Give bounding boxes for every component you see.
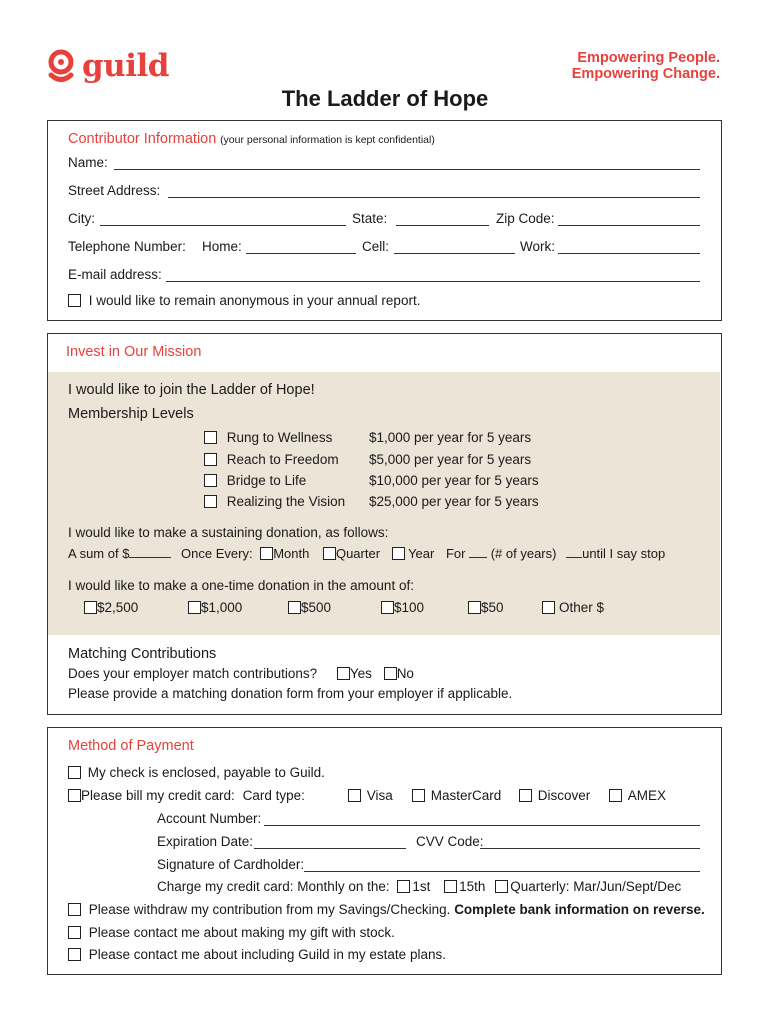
level-amount: $25,000 per year for 5 years: [369, 494, 539, 509]
matching-note: Please provide a matching donation form from your employer if applicable.: [68, 686, 513, 701]
amount-label: $1,000: [201, 600, 243, 615]
charge-row: [157, 879, 681, 894]
matching-no-label: No: [396, 666, 414, 681]
level-checkbox[interactable]: [204, 474, 217, 487]
signature-field[interactable]: [304, 871, 700, 872]
guild-logo: [46, 48, 169, 84]
visa-checkbox[interactable]: [348, 789, 361, 802]
amount-checkbox[interactable]: [468, 601, 481, 614]
payment-section: [47, 727, 722, 975]
sum-field[interactable]: [129, 557, 171, 558]
withdraw-bold-note: Complete bank information on reverse.: [454, 902, 705, 917]
level-checkbox[interactable]: [204, 431, 217, 444]
level-option[interactable]: [204, 473, 306, 488]
cell-phone-field[interactable]: [394, 253, 515, 254]
first-checkbox[interactable]: [397, 880, 410, 893]
matching-no-checkbox[interactable]: [384, 667, 397, 680]
home-phone-field[interactable]: [246, 253, 356, 254]
bill-card-label: Please bill my credit card:: [81, 788, 235, 803]
estate-checkbox[interactable]: [68, 948, 81, 961]
withdraw-label: Please withdraw my contribution from my Savings/Checking.: [88, 902, 451, 917]
visa-label: Visa: [366, 788, 393, 803]
sustaining-heading: I would like to make a sustaining donation, as follows:: [68, 525, 389, 540]
amount-label: $50: [481, 600, 504, 615]
amount-label: $100: [394, 600, 425, 615]
level-name: Reach to Freedom: [226, 452, 339, 467]
onetime-heading: I would like to make a one-time donation in the amount of:: [68, 578, 414, 593]
work-phone-field[interactable]: [558, 253, 700, 254]
sustaining-row: [68, 546, 665, 561]
level-name: Rung to Wellness: [226, 430, 333, 445]
cvv-label: CVV Code:: [416, 834, 484, 849]
amount-option[interactable]: [381, 600, 424, 615]
level-option[interactable]: [204, 452, 339, 467]
matching-yes-checkbox[interactable]: [337, 667, 350, 680]
amount-checkbox[interactable]: [188, 601, 201, 614]
mastercard-checkbox[interactable]: [412, 789, 425, 802]
until-field[interactable]: [566, 557, 582, 558]
estate-option[interactable]: [68, 947, 446, 962]
tagline-line-1: Empowering People.: [577, 50, 720, 66]
amount-option[interactable]: [288, 600, 331, 615]
email-field[interactable]: [166, 281, 700, 282]
discover-checkbox[interactable]: [519, 789, 532, 802]
card-type-mastercard[interactable]: [412, 788, 501, 803]
card-type-discover[interactable]: [519, 788, 590, 803]
amount-label: $500: [301, 600, 332, 615]
matching-heading: Matching Contributions: [68, 646, 217, 662]
until-label: until I say stop: [582, 546, 666, 561]
check-option[interactable]: [68, 765, 325, 780]
fifteenth-label: 15th: [459, 879, 486, 894]
cell-label: Cell:: [362, 239, 390, 254]
month-label: Month: [273, 546, 310, 561]
level-option[interactable]: [204, 494, 345, 509]
matching-question-row: [68, 666, 414, 681]
quarterly-checkbox[interactable]: [495, 880, 508, 893]
amount-option[interactable]: [84, 600, 138, 615]
card-type-label: Card type:: [242, 788, 305, 803]
discover-label: Discover: [537, 788, 591, 803]
first-label: 1st: [412, 879, 431, 894]
home-label: Home:: [202, 239, 242, 254]
years-label: (# of years): [490, 546, 557, 561]
level-amount: $10,000 per year for 5 years: [369, 473, 539, 488]
level-checkbox[interactable]: [204, 495, 217, 508]
withdraw-option[interactable]: [68, 902, 705, 917]
expiration-label: Expiration Date:: [157, 834, 254, 849]
level-amount: $1,000 per year for 5 years: [369, 430, 532, 445]
bill-card-option[interactable]: [68, 788, 305, 803]
level-name: Bridge to Life: [226, 473, 307, 488]
name-field[interactable]: [114, 169, 700, 170]
amount-checkbox[interactable]: [381, 601, 394, 614]
city-label: City:: [68, 211, 95, 226]
cvv-field[interactable]: [480, 848, 700, 849]
level-checkbox[interactable]: [204, 453, 217, 466]
amex-checkbox[interactable]: [609, 789, 622, 802]
check-checkbox[interactable]: [68, 766, 81, 779]
tagline: [572, 50, 720, 82]
work-label: Work:: [520, 239, 556, 254]
account-field[interactable]: [264, 825, 700, 826]
street-label: Street Address:: [68, 183, 161, 198]
for-label: For: [445, 546, 466, 561]
estate-label: Please contact me about including Guild in my estate plans.: [88, 947, 446, 962]
year-checkbox[interactable]: [392, 547, 405, 560]
state-label: State:: [352, 211, 388, 226]
card-type-amex[interactable]: [609, 788, 666, 803]
amount-label: Other $: [559, 600, 605, 615]
level-name: Realizing the Vision: [226, 494, 346, 509]
contributor-section: [47, 120, 722, 321]
signature-label: Signature of Cardholder:: [157, 857, 305, 872]
bill-card-checkbox[interactable]: [68, 789, 81, 802]
levels-heading: Membership Levels: [68, 406, 194, 422]
anonymous-label: I would like to remain anonymous in your annual report.: [88, 293, 421, 308]
amount-checkbox[interactable]: [84, 601, 97, 614]
withdraw-checkbox[interactable]: [68, 903, 81, 916]
anonymous-option[interactable]: [68, 293, 420, 308]
amount-option[interactable]: [542, 600, 604, 615]
brand-name: guild: [82, 48, 169, 84]
amount-checkbox[interactable]: [288, 601, 301, 614]
stock-label: Please contact me about making my gift with stock.: [88, 925, 395, 940]
quarter-label: Quarter: [335, 546, 381, 561]
year-label: Year: [408, 546, 435, 561]
name-label: Name:: [68, 155, 108, 170]
join-heading: I would like to join the Ladder of Hope!: [68, 382, 315, 398]
once-every-label: Once Every:: [181, 546, 253, 561]
guild-logo-icon: [46, 48, 76, 84]
confidential-note: (your personal information is kept confidential): [220, 134, 435, 146]
payment-heading: Method of Payment: [68, 738, 194, 754]
amount-checkbox[interactable]: [542, 601, 555, 614]
state-field[interactable]: [396, 225, 489, 226]
email-label: E-mail address:: [68, 267, 162, 282]
check-label: My check is enclosed, payable to Guild.: [87, 765, 325, 780]
zip-label: Zip Code:: [496, 211, 555, 226]
stock-checkbox[interactable]: [68, 926, 81, 939]
contributor-heading: Contributor Information: [68, 131, 217, 147]
page-title: The Ladder of Hope: [281, 86, 489, 111]
zip-field[interactable]: [558, 225, 700, 226]
amount-option[interactable]: [188, 600, 242, 615]
amex-label: AMEX: [627, 788, 667, 803]
invest-heading: Invest in Our Mission: [66, 344, 202, 360]
month-checkbox[interactable]: [260, 547, 273, 560]
fifteenth-checkbox[interactable]: [444, 880, 457, 893]
account-label: Account Number:: [157, 811, 262, 826]
amount-option[interactable]: [468, 600, 504, 615]
mastercard-label: MasterCard: [430, 788, 502, 803]
sum-label: A sum of $: [68, 546, 130, 561]
stock-option[interactable]: [68, 925, 395, 940]
invest-section: [47, 333, 722, 715]
level-amount: $5,000 per year for 5 years: [369, 452, 532, 467]
amount-label: $2,500: [97, 600, 139, 615]
anonymous-checkbox[interactable]: [68, 294, 81, 307]
matching-question: Does your employer match contributions?: [68, 666, 318, 681]
tagline-line-2: Empowering Change.: [571, 66, 720, 82]
card-type-visa[interactable]: [348, 788, 393, 803]
quarterly-label: Quarterly: Mar/Jun/Sept/Dec: [510, 879, 682, 894]
phone-label: Telephone Number:: [68, 239, 186, 254]
years-field[interactable]: [469, 557, 487, 558]
matching-yes-label: Yes: [349, 666, 372, 681]
city-field[interactable]: [100, 225, 346, 226]
quarter-checkbox[interactable]: [323, 547, 336, 560]
expiration-field[interactable]: [254, 848, 406, 849]
charge-label: Charge my credit card: Monthly on the:: [157, 879, 390, 894]
level-option[interactable]: [204, 430, 332, 445]
street-field[interactable]: [168, 197, 700, 198]
